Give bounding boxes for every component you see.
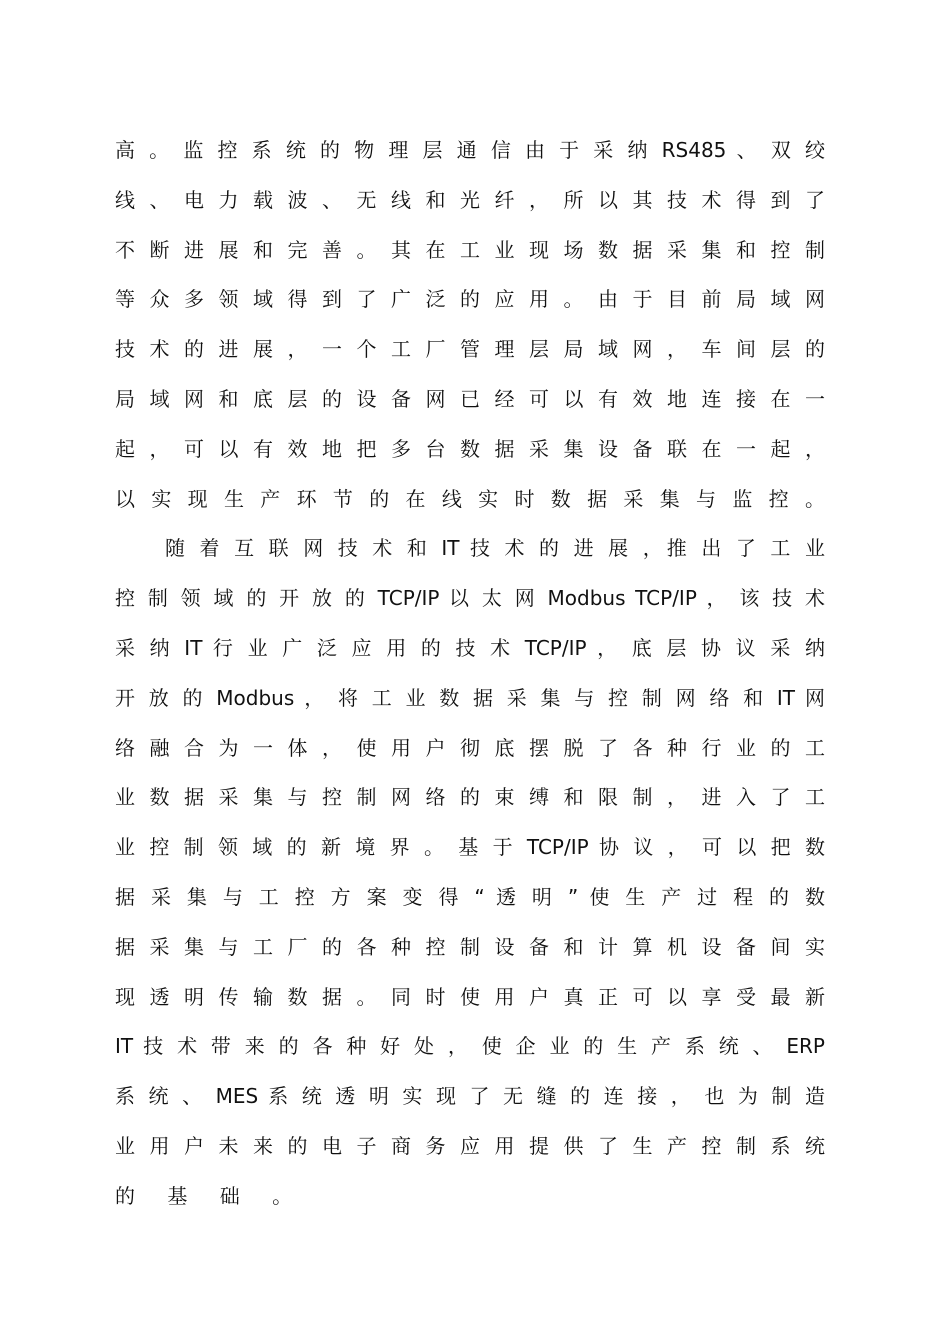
paragraph-2-line: 控 制 领 域 的 开 放 的 TCP/IP 以 太 网 Modbus TCP/IP ， 该 技 术 (115, 586, 825, 611)
paragraph-2-line: IT 技 术 带 来 的 各 种 好 处 ， 使 企 业 的 生 产 系 统 、 ERP (115, 1034, 825, 1059)
paragraph-2-line: 据 采 集 与 工 厂 的 各 种 控 制 设 备 和 计 算 机 设 备 间 实 (115, 934, 825, 959)
paragraph-2-line: 采 纳 IT 行 业 广 泛 应 用 的 技 术 TCP/IP ， 底 层 协 议 采 纳 (115, 635, 825, 660)
paragraph-1 (115, 126, 825, 524)
paragraph-1-line: 不 断 进 展 和 完 善 。 其 在 工 业 现 场 数 据 采 集 和 控 制 (115, 237, 825, 262)
paragraph-1-line: 高 。 监 控 系 统 的 物 理 层 通 信 由 于 采 纳 RS485 、 双 绞 (115, 138, 825, 162)
paragraph-2-line: 现 透 明 传 输 数 据 。 同 时 使 用 户 真 正 可 以 享 受 最 新 (115, 984, 825, 1009)
paragraph-2 (115, 524, 825, 1221)
paragraph-1-line: 以 实 现 生 产 环 节 的 在 线 实 时 数 据 采 集 与 监 控 。 (115, 486, 825, 511)
paragraph-2-line: 据 采 集 与 工 控 方 案 变 得 “ 透 明 ” 使 生 产 过 程 的 数 (115, 884, 825, 909)
paragraph-1-line: 等 众 多 领 域 得 到 了 广 泛 的 应 用 。 由 于 目 前 局 域 网 (115, 287, 825, 312)
paragraph-2-line: 系 统 、 MES 系 统 透 明 实 现 了 无 缝 的 连 接 ， 也 为 制 造 (115, 1084, 825, 1109)
paragraph-2-line: 业 数 据 采 集 与 控 制 网 络 的 束 缚 和 限 制 ， 进 入 了 工 (115, 785, 825, 810)
paragraph-2-line: 的 基 础 。 (115, 1183, 306, 1208)
paragraph-2-line: 开 放 的 Modbus ， 将 工 业 数 据 采 集 与 控 制 网 络 和 IT 网 (115, 685, 825, 710)
paragraph-1-line: 起 ， 可 以 有 效 地 把 多 台 数 据 采 集 设 备 联 在 一 起 ， (115, 436, 825, 461)
paragraph-1-line: 线 、 电 力 载 波 、 无 线 和 光 纤 ， 所 以 其 技 术 得 到 了 (115, 187, 825, 212)
paragraph-2-line: 随 着 互 联 网 技 术 和 IT 技 术 的 进 展 ，推 出 了 工 业 (165, 536, 825, 561)
paragraph-1-line: 局 域 网 和 底 层 的 设 备 网 已 经 可 以 有 效 地 连 接 在 一 (115, 386, 825, 411)
document-body (115, 126, 825, 1222)
paragraph-2-line: 业 用 户 未 来 的 电 子 商 务 应 用 提 供 了 生 产 控 制 系 统 (115, 1133, 825, 1158)
paragraph-1-line: 技 术 的 进 展 ， 一 个 工 厂 管 理 层 局 域 网 ， 车 间 层 的 (115, 337, 825, 362)
paragraph-2-line: 业 控 制 领 域 的 新 境 界 。 基 于 TCP/IP 协 议 ， 可 以 把 数 (115, 835, 825, 860)
paragraph-2-line: 络 融 合 为 一 体 ， 使 用 户 彻 底 摆 脱 了 各 种 行 业 的 工 (115, 735, 825, 760)
